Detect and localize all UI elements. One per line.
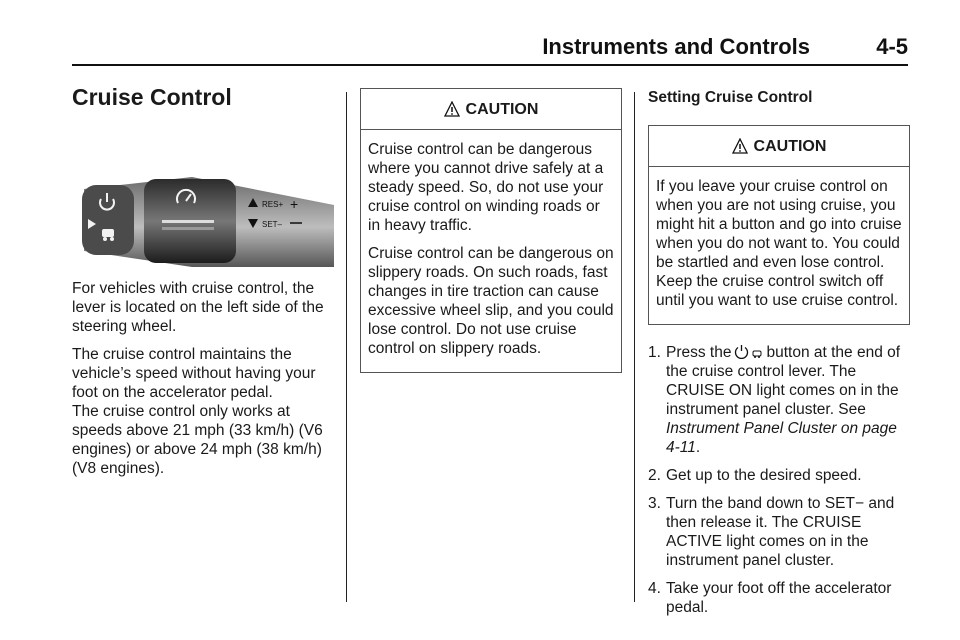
cruise-lever-drawing — [72, 127, 334, 267]
warning-icon — [444, 101, 460, 117]
step-number: 4. — [648, 580, 661, 597]
paragraph: The cruise control maintains the vehicle’s speed without having your foot on the accelerator pedal. — [72, 346, 316, 401]
header-title: Instruments and Controls — [542, 34, 810, 59]
power-icon — [734, 344, 749, 359]
step-text — [666, 343, 910, 457]
column-3 — [648, 88, 910, 626]
cruise-lever-illustration — [72, 127, 334, 267]
column-divider — [634, 92, 635, 602]
paragraph: The cruise control only works at speeds above 21 mph (33 km/h) (V6 engines) or above 24 mph (38 km/h) (V8 engines). — [72, 403, 323, 477]
caution-body — [361, 130, 621, 372]
step-text: Turn the band down to SET− and then release it. The CRUISE ACTIVE light comes on in the instrument panel cluster. — [666, 495, 895, 569]
caution-box — [360, 88, 622, 373]
res-label: RES+ — [262, 200, 284, 209]
caution-header — [361, 89, 621, 130]
step-number: 3. — [648, 495, 661, 512]
section-title: Cruise Control — [72, 84, 232, 110]
warning-icon — [732, 138, 748, 154]
step-text: Get up to the desired speed. — [666, 467, 862, 484]
step-text-pre: Press the — [666, 344, 732, 361]
plus-sign: + — [290, 196, 299, 212]
caution-text: If you leave your cruise control on when you are not using cruise, you might hit a button and go into cruise when you do not want to. You could be startled and even lose control. Keep the cruise control switch off until you want to use cruise control. — [656, 178, 902, 309]
list-item — [648, 579, 910, 617]
step-text-end: . — [695, 439, 701, 456]
set-label: SET– — [262, 220, 283, 229]
caution-header — [649, 126, 909, 167]
list-item — [648, 466, 910, 485]
paragraph: For vehicles with cruise control, the lever is located on the left side of the steering wheel. — [72, 280, 324, 335]
cruise-button-icons — [734, 344, 763, 359]
cruise-car-icon — [751, 347, 763, 359]
list-item — [648, 343, 910, 457]
steps-list — [648, 343, 910, 617]
column-1 — [72, 84, 334, 487]
caution-text: Cruise control can be dangerous on slippery roads. On such roads, fast changes in tire traction can cause excessive wheel slip, and you could lose control. Do not use cruise control on slippery roads. — [368, 245, 614, 357]
step-number: 1. — [648, 344, 661, 361]
page-reference: Instrument Panel Cluster on page 4-11 — [666, 420, 897, 456]
caution-body — [649, 167, 909, 324]
caution-heading: CAUTION — [465, 100, 539, 118]
column-divider — [346, 92, 347, 602]
caution-box — [648, 125, 910, 325]
caution-text: Cruise control can be dangerous where you cannot drive safely at a steady speed. So, do not use your cruise control on winding roads or in heavy traffic. — [368, 141, 604, 234]
header-rule — [72, 64, 908, 66]
subheading: Setting Cruise Control — [648, 89, 813, 106]
column-2 — [360, 88, 622, 373]
step-text: Take your foot off the accelerator pedal. — [666, 580, 892, 616]
page-number: 4-5 — [876, 34, 908, 59]
list-item — [648, 494, 910, 570]
caution-heading: CAUTION — [753, 137, 827, 155]
step-text-post: button at the end of the cruise control lever. The CRUISE ON light comes on in the instrument panel cluster. See — [666, 344, 901, 418]
step-number: 2. — [648, 467, 661, 484]
